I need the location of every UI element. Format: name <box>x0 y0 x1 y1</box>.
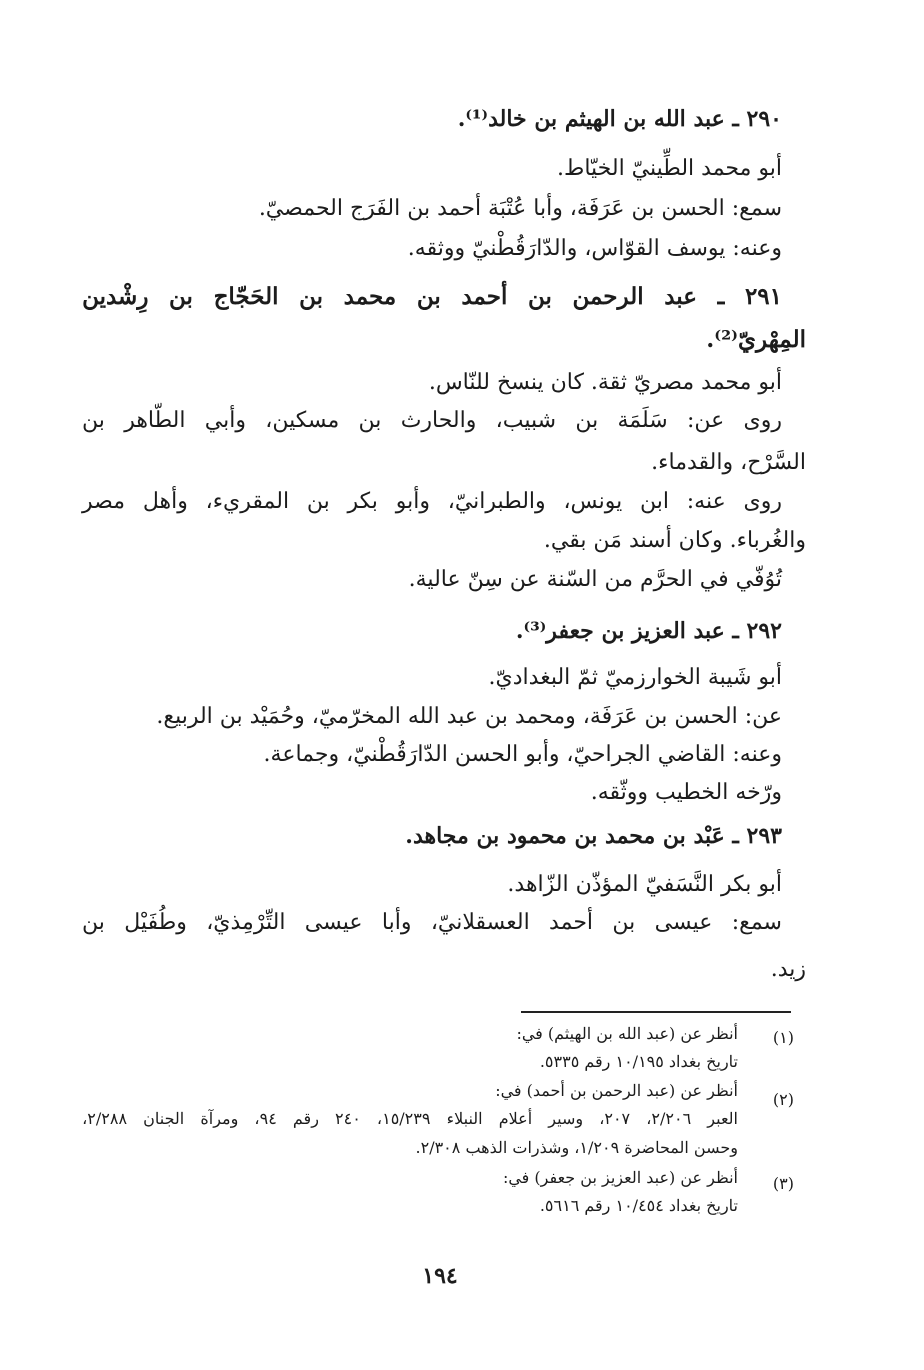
entry-291-teachers <box>82 408 782 433</box>
heading-word: محمد <box>343 283 397 310</box>
entry-292-kunya: أبو شَيبة الخوارزميّ ثمّ البغداديّ. <box>488 665 782 690</box>
footnote-word: الجنان <box>143 1109 185 1128</box>
heading-word: أحمد <box>461 283 508 310</box>
heading-word: عبد <box>664 283 697 310</box>
footnote-word: أعلام <box>498 1109 533 1128</box>
footnote-word: ١٥/٢٣٩، <box>376 1109 431 1128</box>
footnote-word: وسير <box>548 1109 584 1128</box>
text-word: بن <box>82 910 105 935</box>
entry-292-note: ورّخه الخطيب ووثّقه. <box>590 780 782 805</box>
entry-291-students-continuation: والغُرباء. وكان أسند مَن بقي. <box>543 528 806 553</box>
text-word: بن <box>306 489 330 514</box>
footnote-word: ٢/٢٠٦، <box>646 1109 692 1128</box>
footnote-word: ومرآة <box>200 1109 239 1128</box>
text-word: بن <box>358 408 382 433</box>
entry-291-kunya: أبو محمد مصريّ ثقة. كان ينسخ للنّاس. <box>428 370 782 395</box>
heading-word: ٢٩١ <box>744 283 782 310</box>
text-word: عن: <box>686 408 725 433</box>
heading-word: الحَجّاج <box>213 283 279 310</box>
entry-290-teachers: سمع: الحسن بن عَرَفَة، وأبا عُتْبَة أحمد بن الفَرَج الحمصيّ. <box>258 196 782 221</box>
text-word: روى <box>743 408 782 433</box>
entry-292-heading: ٢٩٢ ـ عبد العزيز بن جعفر⁽³⁾. <box>515 618 782 644</box>
entry-291-teachers-continuation: السَّرْح، والقدماء. <box>651 450 806 475</box>
footnote-1-line: تاريخ بغداد ١٠/١٩٥ رقم ٥٣٣٥. <box>539 1052 738 1071</box>
heading-word: بن <box>527 283 552 310</box>
entry-293-teachers-continuation: زيد. <box>770 957 806 982</box>
footnote-1-number: (١) <box>772 1028 794 1047</box>
text-word: العسقلانيّ، <box>430 910 530 935</box>
text-word: وأبي <box>204 408 246 433</box>
text-word: المقريء، <box>205 489 290 514</box>
footnote-2-line: أنظر عن (عبد الرحمن بن أحمد) في: <box>495 1081 738 1100</box>
entry-293-kunya: أبو بكر النَّسَفيّ المؤذّن الزّاهد. <box>507 872 782 897</box>
heading-word: بن <box>299 283 324 310</box>
text-word: وأبو <box>395 489 430 514</box>
entry-291-students <box>82 489 782 514</box>
text-word: عيسى <box>304 910 363 935</box>
entry-292-teachers: عن: الحسن بن عَرَفَة، ومحمد بن عبد الله المخرّميّ، وحُمَيْد بن الربيع. <box>156 704 782 729</box>
footnote-2-number: (٢) <box>772 1090 794 1109</box>
entry-290-kunya: أبو محمد الطِّينيّ الخيّاط. <box>556 156 782 181</box>
text-word: يونس، <box>563 489 623 514</box>
text-word: الطّاهر <box>124 408 186 433</box>
text-word: مصر <box>82 489 126 514</box>
footnote-word: رقم <box>292 1109 319 1128</box>
footnote-word: ٢٠٧، <box>599 1109 631 1128</box>
text-word: وأبا <box>381 910 412 935</box>
text-word: عنه: <box>686 489 726 514</box>
footnote-3-line: أنظر عن (عبد العزيز بن جعفر) في: <box>502 1168 738 1187</box>
footnote-word: ٢/٢٨٨، <box>82 1109 128 1128</box>
text-word: بن <box>612 910 636 935</box>
heading-word: بن <box>169 283 193 310</box>
text-word: مسكين، <box>265 408 340 433</box>
footnote-divider <box>521 1011 791 1013</box>
text-word: عيسى <box>654 910 713 935</box>
text-word: وأهل <box>142 489 188 514</box>
entry-291-heading <box>82 283 782 310</box>
text-word: التِّرْمِذيّ، <box>206 910 286 935</box>
footnote-2-line <box>82 1109 738 1128</box>
text-word: شبيب، <box>495 408 557 433</box>
footnote-word: العبر <box>707 1109 738 1128</box>
footnote-3-number: (٣) <box>772 1174 794 1193</box>
entry-290-heading: ٢٩٠ ـ عبد الله بن الهيثم بن خالد⁽¹⁾. <box>457 106 782 132</box>
page-number: ١٩٤ <box>422 1263 458 1289</box>
entry-293-teachers <box>82 910 782 935</box>
entry-291-death: تُوُفّي في الحرَّم من السّنة عن سِنّ عالية. <box>408 567 782 592</box>
text-word: وطُفَيْل <box>124 910 187 935</box>
footnote-word: ٢٤٠ <box>335 1109 361 1128</box>
text-word: بكر <box>347 489 378 514</box>
text-word: ابن <box>640 489 669 514</box>
heading-word: الرحمن <box>572 283 644 310</box>
text-word: أحمد <box>549 910 594 935</box>
text-word: سَلَمَة <box>617 408 668 433</box>
heading-word: ـ <box>717 283 725 310</box>
footnote-word: النبلاء <box>446 1109 483 1128</box>
text-word: والحارث <box>400 408 477 433</box>
entry-292-students: وعنه: القاضي الجراحيّ، وأبو الحسن الدّارَقُطْنيّ، وجماعة. <box>263 742 782 767</box>
footnote-3-line: تاريخ بغداد ١٠/٤٥٤ رقم ٥٦١٦. <box>539 1196 738 1215</box>
heading-word: رِشْدين <box>82 283 149 310</box>
entry-290-students: وعنه: يوسف القوّاس، والدّارَقُطْنيّ ووثقه. <box>407 236 782 261</box>
text-word: روى <box>743 489 782 514</box>
entry-291-heading-continuation: المِهْريّ⁽²⁾. <box>706 326 806 353</box>
footnote-1-line: أنظر عن (عبد الله بن الهيثم) في: <box>516 1024 738 1043</box>
text-word: بن <box>575 408 599 433</box>
footnote-word: ٩٤، <box>254 1109 277 1128</box>
text-word: بن <box>82 408 105 433</box>
text-word: سمع: <box>731 910 782 935</box>
entry-293-heading: ٢٩٣ ـ عَبْد بن محمد بن محمود بن مجاهد. <box>405 823 782 849</box>
text-word: والطبرانيّ، <box>447 489 546 514</box>
heading-word: بن <box>416 283 441 310</box>
footnote-2-line: وحسن المحاضرة ١/٢٠٩، وشذرات الذهب ٢/٣٠٨. <box>415 1138 738 1157</box>
